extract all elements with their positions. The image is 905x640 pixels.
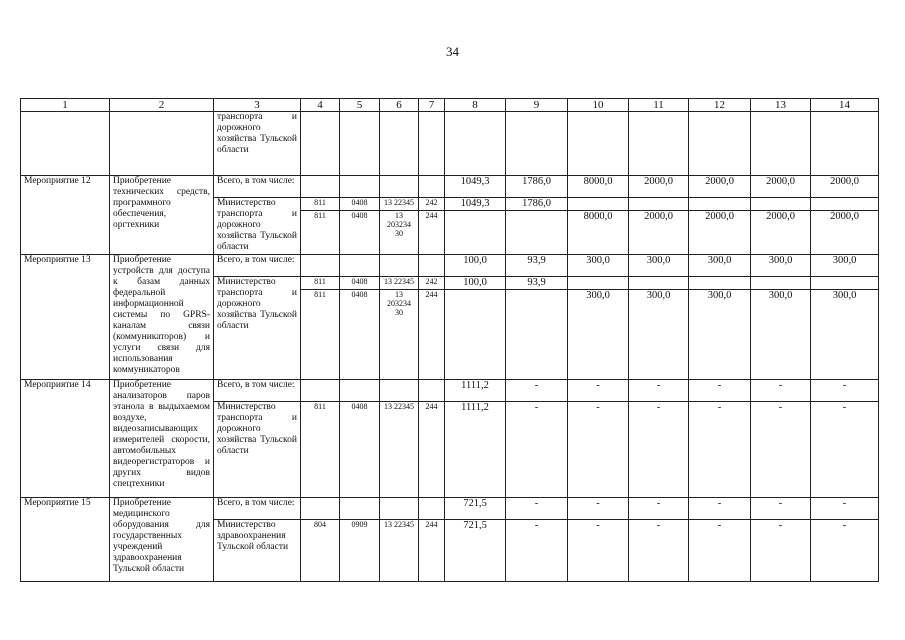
value-cell-c14: -: [811, 380, 879, 402]
value-cell-c13: 300,0: [751, 255, 811, 277]
value-cell-c8: 721,5: [445, 520, 506, 582]
value-cell-c10: -: [568, 520, 629, 582]
value-cell-c4: 804: [301, 520, 340, 582]
value-cell-c8: [445, 290, 506, 380]
value-cell-c12: [689, 277, 751, 290]
measure-name-cell: Мероприятие 13: [21, 255, 110, 380]
value-cell-c11: -: [629, 498, 689, 520]
value-cell-c5: [340, 176, 380, 198]
value-cell-c5: 0408: [340, 290, 380, 380]
measure-total-row: [21, 380, 879, 402]
value-cell-c8: [445, 211, 506, 255]
header-row: [21, 99, 879, 112]
value-cell-c12: 2000,0: [689, 211, 751, 255]
value-cell-c5: [340, 498, 380, 520]
value-cell-c4: [301, 176, 340, 198]
value-cell-c8: 1049,3: [445, 176, 506, 198]
value-cell-c14: [811, 198, 879, 211]
value-cell-c7: 244: [419, 290, 445, 380]
value-cell-c8: 1049,3: [445, 198, 506, 211]
header-cell: 5: [340, 99, 380, 112]
value-cell-c4: 811: [301, 198, 340, 211]
value-cell-c9: 1786,0: [506, 198, 568, 211]
value-cell-c4: [301, 498, 340, 520]
table-cell: [380, 112, 419, 176]
value-cell-c5: 0909: [340, 520, 380, 582]
value-cell-c4: 811: [301, 402, 340, 498]
measure-total-row: [21, 498, 879, 520]
value-cell-c11: 2000,0: [629, 211, 689, 255]
header-cell: 12: [689, 99, 751, 112]
value-cell-c7: 242: [419, 277, 445, 290]
value-cell-c14: -: [811, 402, 879, 498]
value-cell-c9: 93,9: [506, 277, 568, 290]
table-cell: [568, 112, 629, 176]
value-cell-c10: -: [568, 498, 629, 520]
header-cell: 4: [301, 99, 340, 112]
value-cell-c8: 1111,2: [445, 402, 506, 498]
value-cell-c5: 0408: [340, 277, 380, 290]
value-cell-c12: 300,0: [689, 290, 751, 380]
header-cell: 10: [568, 99, 629, 112]
table-cell: [110, 112, 214, 176]
page-number: 34: [446, 44, 459, 59]
value-cell-c7: [419, 498, 445, 520]
value-cell-c6: 13 22345: [380, 402, 419, 498]
value-cell-c5: 0408: [340, 198, 380, 211]
value-cell-c14: 2000,0: [811, 176, 879, 198]
value-cell-c8: 100,0: [445, 255, 506, 277]
total-label-cell: Всего, в том числе:: [214, 176, 301, 198]
value-cell-c11: [629, 198, 689, 211]
value-cell-c10: 300,0: [568, 290, 629, 380]
value-cell-c4: 811: [301, 277, 340, 290]
value-cell-c6: 13 22345: [380, 277, 419, 290]
value-cell-c12: -: [689, 402, 751, 498]
value-cell-c6: [380, 498, 419, 520]
value-cell-c7: 244: [419, 211, 445, 255]
value-cell-c13: [751, 277, 811, 290]
total-label-cell: Всего, в том числе:: [214, 380, 301, 402]
value-cell-c10: 300,0: [568, 255, 629, 277]
value-cell-c14: [811, 277, 879, 290]
table-cell: [629, 112, 689, 176]
value-cell-c13: 300,0: [751, 290, 811, 380]
value-cell-c11: 2000,0: [629, 176, 689, 198]
table-cell: [689, 112, 751, 176]
header-cell: 6: [380, 99, 419, 112]
value-cell-c13: [751, 198, 811, 211]
value-cell-c11: -: [629, 380, 689, 402]
value-cell-c14: -: [811, 520, 879, 582]
value-cell-c9: -: [506, 402, 568, 498]
value-cell-c11: [629, 277, 689, 290]
value-cell-c5: 0408: [340, 402, 380, 498]
value-cell-c9: -: [506, 520, 568, 582]
measure-name-cell: Мероприятие 12: [21, 176, 110, 255]
value-cell-c13: 2000,0: [751, 176, 811, 198]
value-cell-c14: 300,0: [811, 290, 879, 380]
value-cell-c10: [568, 198, 629, 211]
header-cell: 2: [110, 99, 214, 112]
header-cell: 13: [751, 99, 811, 112]
table-cell: [751, 112, 811, 176]
value-cell-c6: 13 203234 30: [380, 211, 419, 255]
value-cell-c7: [419, 176, 445, 198]
ministry-cell: Министерство транспорта и дорожного хозяйства Тульской области: [214, 402, 301, 498]
header-cell: 3: [214, 99, 301, 112]
value-cell-c12: -: [689, 380, 751, 402]
table-cell: [419, 112, 445, 176]
value-cell-c7: 244: [419, 402, 445, 498]
value-cell-c4: [301, 255, 340, 277]
value-cell-c10: -: [568, 402, 629, 498]
value-cell-c12: [689, 198, 751, 211]
value-cell-c13: 2000,0: [751, 211, 811, 255]
value-cell-c14: 300,0: [811, 255, 879, 277]
value-cell-c6: 13 22345: [380, 198, 419, 211]
value-cell-c5: [340, 255, 380, 277]
value-cell-c5: [340, 380, 380, 402]
measure-name-cell: Мероприятие 14: [21, 380, 110, 498]
value-cell-c7: 244: [419, 520, 445, 582]
value-cell-c8: 1111,2: [445, 380, 506, 402]
value-cell-c5: 0408: [340, 211, 380, 255]
value-cell-c4: 811: [301, 290, 340, 380]
value-cell-c6: [380, 380, 419, 402]
value-cell-c12: 2000,0: [689, 176, 751, 198]
value-cell-c10: 8000,0: [568, 211, 629, 255]
value-cell-c12: -: [689, 520, 751, 582]
value-cell-c9: -: [506, 498, 568, 520]
measure-name-cell: Мероприятие 15: [21, 498, 110, 582]
measure-total-row: [21, 255, 879, 277]
ministry-cell: Министерство транспорта и дорожного хозяйства Тульской области: [214, 198, 301, 255]
value-cell-c6: [380, 176, 419, 198]
value-cell-c9: [506, 290, 568, 380]
value-cell-c13: -: [751, 380, 811, 402]
value-cell-c9: [506, 211, 568, 255]
responsible-cell: транспорта и дорожного хозяйства Тульской области: [214, 112, 301, 176]
header-cell: 9: [506, 99, 568, 112]
measure-description-cell: Приобретение технических средств, программного обеспечения, оргтехники: [110, 176, 214, 255]
value-cell-c6: [380, 255, 419, 277]
value-cell-c7: 242: [419, 198, 445, 211]
continuation-row: [21, 112, 879, 176]
header-cell: 7: [419, 99, 445, 112]
value-cell-c9: -: [506, 380, 568, 402]
table-cell: [506, 112, 568, 176]
value-cell-c7: [419, 380, 445, 402]
value-cell-c7: [419, 255, 445, 277]
total-label-cell: Всего, в том числе:: [214, 255, 301, 277]
ministry-cell: Министерство здравоохранения Тульской области: [214, 520, 301, 582]
value-cell-c11: -: [629, 520, 689, 582]
value-cell-c9: 93,9: [506, 255, 568, 277]
value-cell-c4: [301, 380, 340, 402]
value-cell-c12: 300,0: [689, 255, 751, 277]
measure-description-cell: Приобретение анализаторов паров этанола в выдыхаемом воздухе, видеозаписывающих измерителей скорости, автомобильных видеорегистраторов и других видов спецтехники: [110, 380, 214, 498]
value-cell-c8: 100,0: [445, 277, 506, 290]
header-cell: 8: [445, 99, 506, 112]
value-cell-c13: -: [751, 402, 811, 498]
table-cell: [21, 112, 110, 176]
ministry-cell: Министерство транспорта и дорожного хозяйства Тульской области: [214, 277, 301, 380]
value-cell-c9: 1786,0: [506, 176, 568, 198]
measure-description-cell: Приобретение медицинского оборудования для государственных учреждений здравоохранения Тульской области: [110, 498, 214, 582]
table-cell: [301, 112, 340, 176]
value-cell-c10: -: [568, 380, 629, 402]
header-cell: 14: [811, 99, 879, 112]
value-cell-c6: 13 22345: [380, 520, 419, 582]
value-cell-c11: -: [629, 402, 689, 498]
table-cell: [811, 112, 879, 176]
value-cell-c13: -: [751, 520, 811, 582]
budget-table: [20, 98, 879, 582]
value-cell-c10: 8000,0: [568, 176, 629, 198]
measure-total-row: [21, 176, 879, 198]
header-cell: 1: [21, 99, 110, 112]
value-cell-c10: [568, 277, 629, 290]
value-cell-c14: 2000,0: [811, 211, 879, 255]
value-cell-c13: -: [751, 498, 811, 520]
measure-description-cell: Приобретение устройств для доступа к базам данных федеральной информационной системы по GPRS-каналам связи (коммуникаторов) и услуги связи для использования коммуникаторов: [110, 255, 214, 380]
table-cell: [340, 112, 380, 176]
value-cell-c12: -: [689, 498, 751, 520]
header-cell: 11: [629, 99, 689, 112]
value-cell-c6: 13 203234 30: [380, 290, 419, 380]
value-cell-c8: 721,5: [445, 498, 506, 520]
value-cell-c11: 300,0: [629, 255, 689, 277]
value-cell-c4: 811: [301, 211, 340, 255]
value-cell-c14: -: [811, 498, 879, 520]
table-cell: [445, 112, 506, 176]
total-label-cell: Всего, в том числе:: [214, 498, 301, 520]
value-cell-c11: 300,0: [629, 290, 689, 380]
